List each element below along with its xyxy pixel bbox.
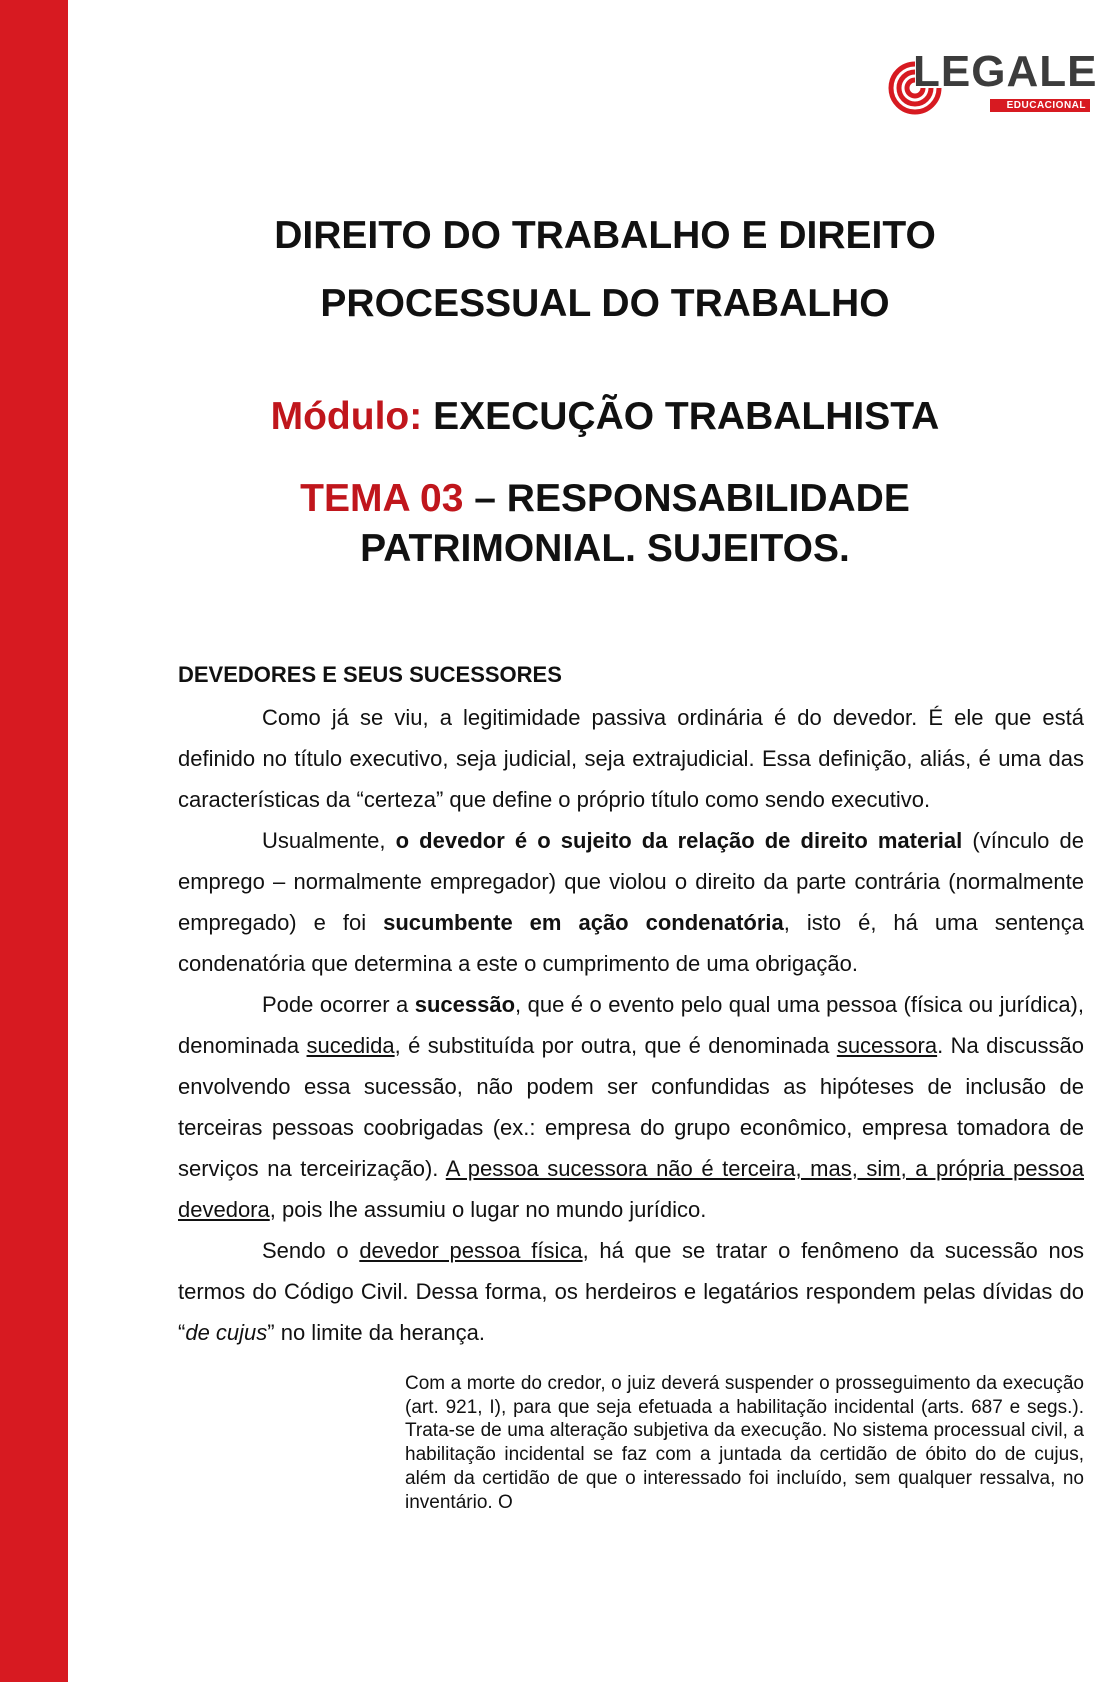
- theme-title: [160, 474, 1050, 574]
- theme-line-2: PATRIMONIAL. SUJEITOS.: [360, 527, 850, 570]
- p2-text-3: , isto é, há uma sentença condenatória que determina a este o cumprimento de uma obrigação.: [178, 910, 1084, 976]
- p4-text-2: , há que se tratar o fenômeno da sucessão nos termos do Código Civil. Dessa forma, os herdeiros e legatários respondem pelas dívidas do “: [178, 1238, 1084, 1345]
- left-red-bar: [0, 0, 68, 1682]
- p3-text-5: , pois lhe assumiu o lugar no mundo jurídico.: [269, 1197, 707, 1222]
- p3-text-4: . Na discussão envolvendo essa sucessão, não podem ser confundidas as hipóteses de inclusão de terceiras pessoas coobrigadas (ex.: empresa do grupo econômico, empresa tomadora de serviços na terceirização).: [178, 1033, 1084, 1181]
- module-title: [160, 383, 1050, 451]
- p4-underline-pessoa-fisica: devedor pessoa física: [359, 1238, 583, 1263]
- p2-bold-debtor: o devedor é o sujeito da relação de direito material: [395, 828, 963, 853]
- theme-rest-line-1: – RESPONSABILIDADE: [463, 477, 910, 520]
- p3-underline-sucedida: sucedida: [306, 1033, 395, 1058]
- paragraph-3: [178, 984, 1084, 1230]
- block-quote: Com a morte do credor, o juiz deverá suspender o prosseguimento da execução (art. 921, I), para que seja efetuada a habilitação incidental (arts. 687 e segs.). Trata-se de uma alteração subjetiva da execução. No sistema processual civil, a habilitação incidental se faz com a juntada da certidão de óbito do de cujus, além da certidão de que o interessado foi incluído, sem qualquer ressalva, no inventário. O: [405, 1373, 1084, 1513]
- logo-wordmark: LEGALE: [913, 47, 1098, 96]
- p3-underline-statement: A pessoa sucessora não é terceira, mas, sim, a própria pessoa devedora: [178, 1156, 1084, 1222]
- paragraph-2: [178, 820, 1084, 984]
- p3-text-3: , é substituída por outra, que é denominada: [394, 1033, 837, 1058]
- p3-text: Pode ocorrer a: [262, 992, 415, 1017]
- p2-text: Usualmente,: [262, 828, 396, 853]
- p4-text: Sendo o: [262, 1238, 360, 1263]
- p3-underline-sucessora: sucessora: [836, 1033, 938, 1058]
- section-heading: DEVEDORES E SEUS SUCESSORES: [178, 662, 562, 687]
- p2-bold-sucumbente: sucumbente em ação condenatória: [383, 910, 784, 935]
- document-title-line-1: DIREITO DO TRABALHO E DIREITO: [274, 214, 936, 257]
- p3-bold-sucessao: sucessão: [414, 992, 516, 1017]
- paragraph-1: Como já se viu, a legitimidade passiva ordinária é do devedor. É ele que está definido no título executivo, seja judicial, seja extrajudicial. Essa definição, aliás, é uma das características da “certeza” que define o próprio título como sendo executivo.: [178, 705, 1084, 812]
- document-title-line-2: PROCESSUAL DO TRABALHO: [320, 282, 890, 325]
- p4-text-3: ” no limite da herança.: [267, 1320, 485, 1345]
- module-label: Módulo:: [270, 395, 423, 438]
- logo-subtitle: EDUCACIONAL: [990, 99, 1090, 112]
- p4-italic-de-cujus: de cujus: [185, 1320, 268, 1345]
- p2-text-2: (vínculo de emprego – normalmente empregador) que violou o direito da parte contrária (normalmente empregado) e foi: [178, 828, 1084, 935]
- p3-text-2: , que é o evento pelo qual uma pessoa (física ou jurídica), denominada: [178, 992, 1084, 1058]
- body-text: [178, 697, 1084, 1353]
- legale-logo: [885, 47, 1103, 120]
- module-name: EXECUÇÃO TRABALHISTA: [422, 395, 940, 438]
- theme-label: TEMA 03: [300, 477, 464, 520]
- paragraph-4: [178, 1230, 1084, 1353]
